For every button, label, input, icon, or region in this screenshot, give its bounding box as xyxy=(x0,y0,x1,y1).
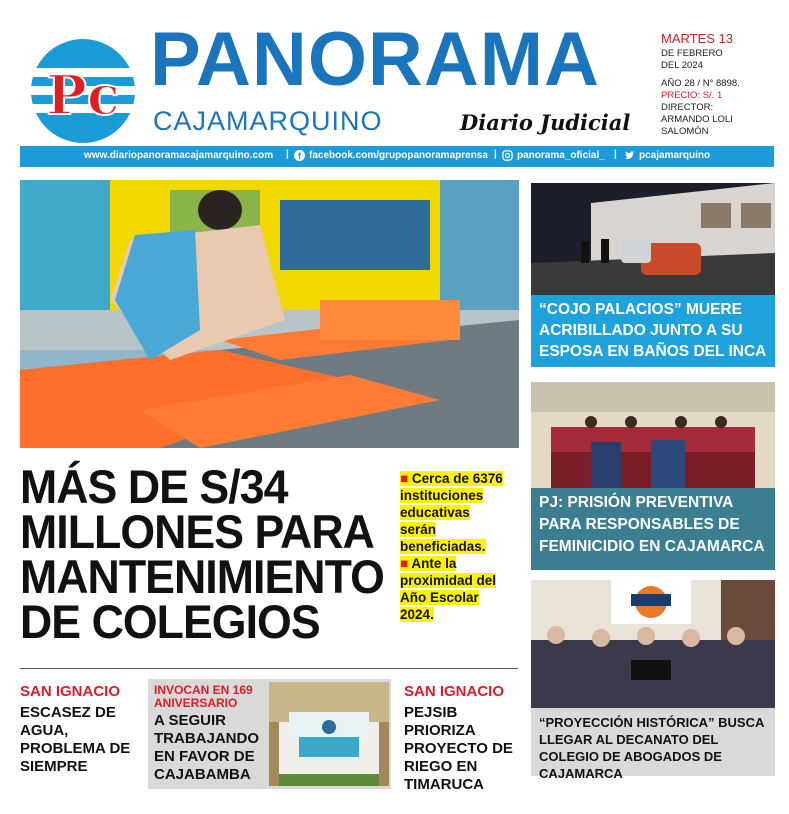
main-photo xyxy=(20,180,519,448)
story3-section: SAN IGNACIO xyxy=(404,683,505,700)
right-story1-caption: “COJO PALACIOS” MUERE ACRIBILLADO JUNTO A SU ESPOSA EN BAÑOS DEL INCA xyxy=(531,295,775,367)
twitter-link[interactable] xyxy=(624,150,710,161)
price: PRECIO: S/. 1 xyxy=(661,90,723,101)
lawyers-group-photo xyxy=(531,580,775,708)
director-label: DIRECTOR: xyxy=(661,102,714,113)
issue-day: MARTES 13 xyxy=(661,31,734,46)
crime-scene-photo xyxy=(531,183,775,295)
website-link[interactable]: www.diariopanoramacajamarquino.com xyxy=(84,150,274,161)
issue-year: DEL 2024 xyxy=(661,60,703,71)
social-bar: www.diariopanoramacajamarquino.com | f facebook.com/grupopanoramaprensa | panorama_oficial_ | pcajamarquino xyxy=(20,146,774,167)
story2-title: A SEGUIR TRABAJANDO EN FAVOR DE CAJABAMBA xyxy=(154,712,259,783)
facebook-handle: facebook.com/grupopanoramaprensa xyxy=(309,150,488,161)
instagram-handle: panorama_oficial_ xyxy=(517,150,605,161)
section-divider xyxy=(20,668,518,669)
issue-month: DE FEBRERO xyxy=(661,48,723,59)
main-headline: MÁS DE S/34 MILLONES PARA MANTENIMIENTO DE COLEGIOS xyxy=(20,460,384,648)
main-bullets xyxy=(400,470,508,623)
masthead-tagline: Diario Judicial xyxy=(460,110,631,135)
masthead-subtitle: CAJAMARQUINO xyxy=(153,106,383,136)
edition-number: AÑO 28 / N° 8898. xyxy=(661,78,740,89)
anniversary-cake-photo xyxy=(269,682,389,786)
bullet-square-icon: ■ xyxy=(400,471,409,486)
director-name-2: SALOMÓN xyxy=(661,126,709,137)
bullet-square-icon: ■ xyxy=(400,556,409,571)
newspaper-logo xyxy=(30,38,136,144)
story1-section: SAN IGNACIO xyxy=(20,683,121,700)
story3-title: PEJSIB PRIORIZA PROYECTO DE RIEGO EN TIMARUCA xyxy=(404,704,513,793)
right-story3-caption: “PROYECCIÓN HISTÓRICA” BUSCA LLEGAR AL DECANATO DEL COLEGIO DE ABOGADOS DE CAJAMARCA xyxy=(531,708,775,776)
bullet-1: Cerca de 6376 instituciones educativas serán beneficiadas. xyxy=(400,471,503,554)
instagram-icon xyxy=(502,150,513,161)
instagram-link[interactable] xyxy=(502,150,605,161)
twitter-handle: pcajamarquino xyxy=(639,150,711,161)
director-name-1: ARMANDO LOLI xyxy=(661,114,733,125)
svg-text:f: f xyxy=(297,151,302,161)
logo-text: Pc xyxy=(46,63,120,127)
masthead-title: PANORAMA xyxy=(150,17,600,102)
court-hearing-photo xyxy=(531,382,775,488)
twitter-icon xyxy=(624,150,635,161)
right-story2-caption: PJ: PRISIÓN PREVENTIVA PARA RESPONSABLES DE FEMINICIDIO EN CAJAMARCA xyxy=(531,488,775,570)
story1-title: ESCASEZ DE AGUA, PROBLEMA DE SIEMPRE xyxy=(20,704,131,775)
bullet-2: Ante la proximidad del Año Escolar 2024. xyxy=(400,556,497,622)
facebook-link[interactable] xyxy=(294,150,488,161)
facebook-icon xyxy=(294,150,305,161)
story2-kicker: INVOCAN EN 169 ANIVERSARIO xyxy=(154,683,253,710)
